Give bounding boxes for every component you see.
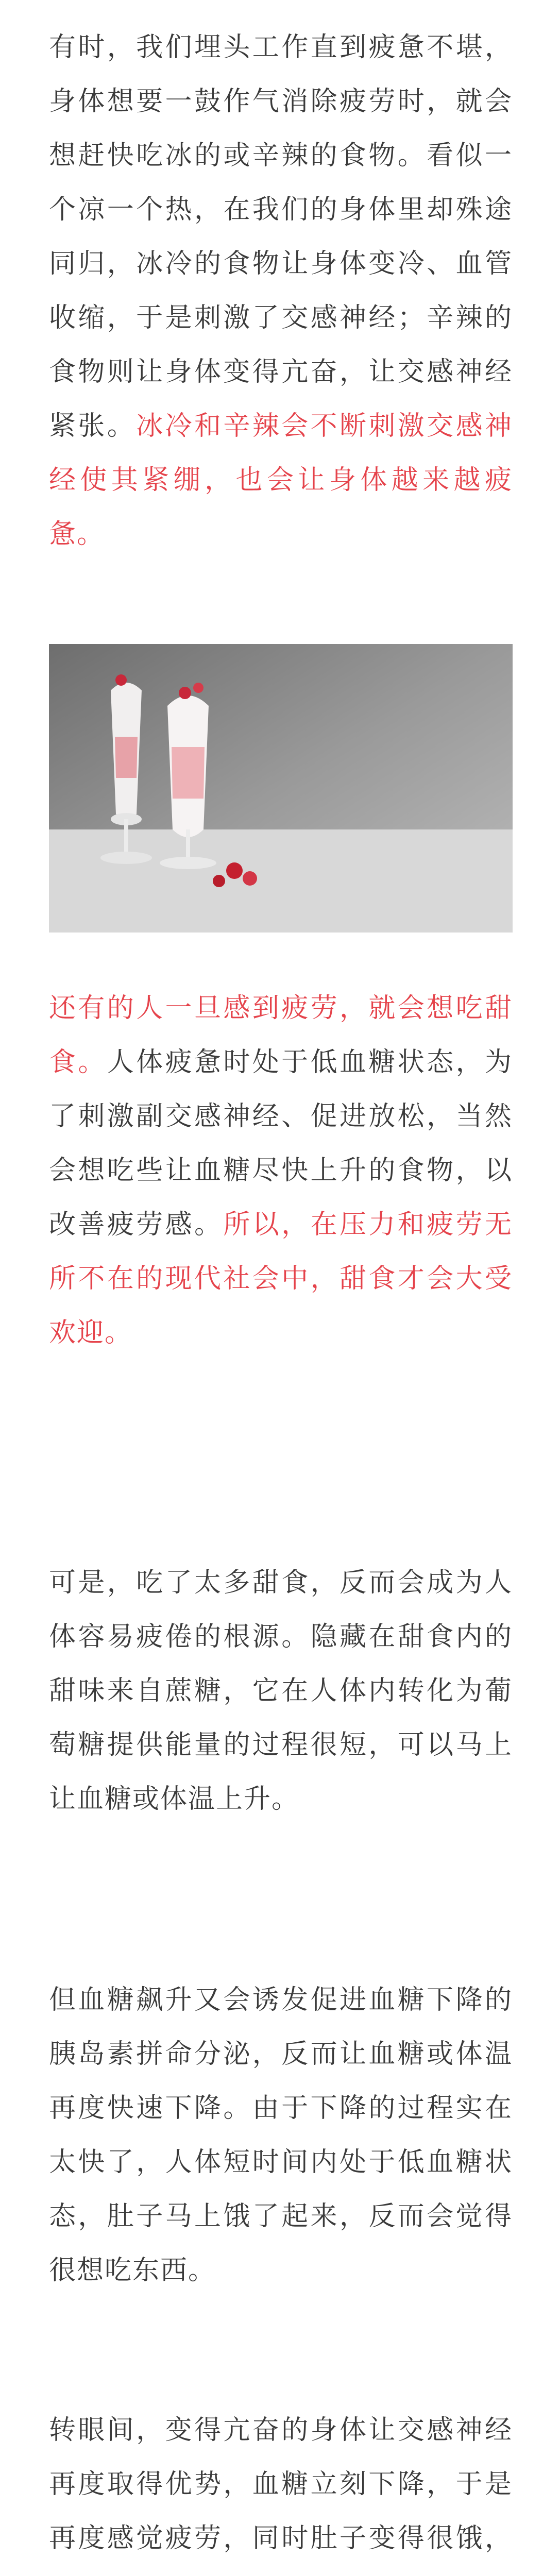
article-paragraph [49, 981, 513, 1360]
highlight-text: 还有的人一旦感到疲劳，就会想吃甜食。 [49, 993, 513, 1078]
article-paragraph [49, 1556, 513, 1826]
paragraph-text: 人体疲惫时处于低血糖状态，为了刺激副交感神经、促进放松，当然会想吃些让血糖尽快上升的食物，以改善疲劳感。 [49, 1047, 513, 1240]
paragraph-text: 有时，我们埋头工作直到疲惫不堪，身体想要一鼓作气消除疲劳时，就会想赶快吃冰的或辛辣的食物。看似一个凉一个热，在我们的身体里却殊途同归，冰冷的食物让身体变冷、血管收缩，于是刺激了交感神经；辛辣的食物则让身体变得亢奋，让交感神经紧张。 [49, 32, 513, 442]
article-paragraph [49, 2403, 513, 2576]
paragraph-text: 转眼间，变得亢奋的身体让交感神经再度取得优势，血糖立刻下降，于是再度感觉疲劳，同时肚子变得很饿， [49, 2415, 513, 2554]
milkshake-photo [49, 644, 513, 933]
paragraph-text: 但血糖飙升又会诱发促进血糖下降的胰岛素拼命分泌，反而让血糖或体温再度快速下降。由于下降的过程实在太快了，人体短时间内处于低血糖状态，肚子马上饿了起来，反而会觉得很想吃东西。 [49, 1985, 513, 2286]
highlight-text: 所以，在压力和疲劳无所不在的现代社会中，甜食才会大受欢迎。 [49, 1209, 513, 1348]
article-paragraph [49, 1973, 513, 2298]
highlight-text: 冰冷和辛辣会不断刺激交感神经使其紧绷，也会让身体越来越疲惫。 [49, 411, 513, 550]
article-paragraph [49, 21, 513, 562]
paragraph-text: 可是，吃了太多甜食，反而会成为人体容易疲倦的根源。隐藏在甜食内的甜味来自蔗糖，它在人体内转化为葡萄糖提供能量的过程很短，可以马上让血糖或体温上升。 [49, 1567, 513, 1815]
